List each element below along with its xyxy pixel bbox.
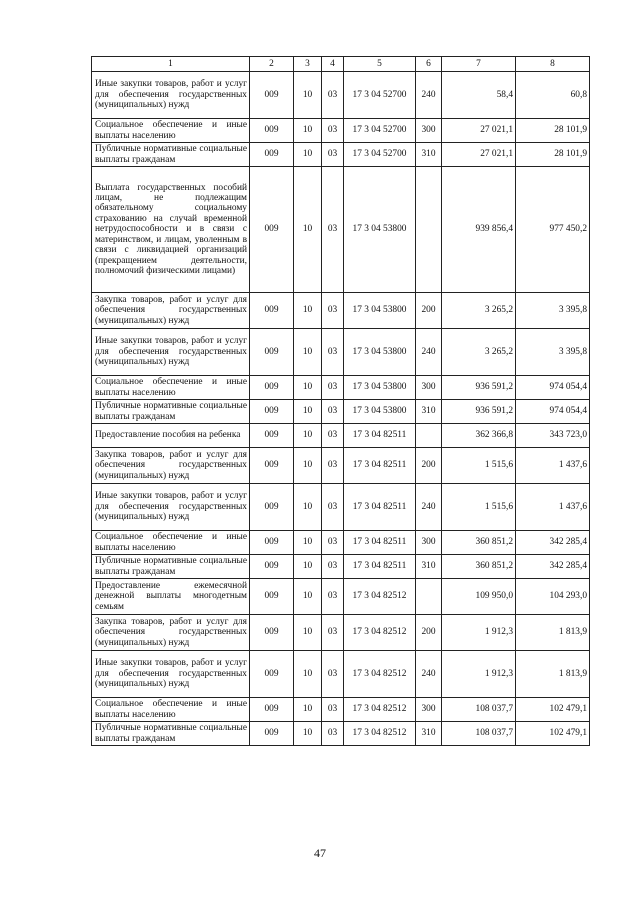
- target-article-cell: 17 3 04 82511: [344, 448, 416, 484]
- admin-code-cell: 009: [250, 424, 294, 448]
- table-row: [92, 424, 590, 448]
- amount-col7-cell: 939 856,4: [442, 167, 516, 293]
- subsection-cell: 03: [322, 555, 344, 579]
- admin-code-cell: 009: [250, 376, 294, 400]
- row-name-cell: Публичные нормативные социальные выплаты гражданам: [92, 143, 250, 167]
- subsection-cell: 03: [322, 376, 344, 400]
- section-cell: 10: [294, 143, 322, 167]
- amount-col8-cell: 3 395,8: [516, 329, 590, 376]
- amount-col8-cell: 1 813,9: [516, 615, 590, 651]
- admin-code-cell: 009: [250, 119, 294, 143]
- admin-code-cell: 009: [250, 72, 294, 119]
- amount-col7-cell: 108 037,7: [442, 698, 516, 722]
- section-cell: 10: [294, 329, 322, 376]
- row-name-cell: Публичные нормативные социальные выплаты гражданам: [92, 400, 250, 424]
- table-row: [92, 555, 590, 579]
- amount-col8-cell: 3 395,8: [516, 293, 590, 329]
- expense-type-cell: [416, 424, 442, 448]
- section-cell: 10: [294, 448, 322, 484]
- row-name-cell: Социальное обеспечение и иные выплаты населению: [92, 119, 250, 143]
- subsection-cell: 03: [322, 615, 344, 651]
- section-cell: 10: [294, 293, 322, 329]
- amount-col7-cell: 1 912,3: [442, 651, 516, 698]
- expense-type-cell: 240: [416, 72, 442, 119]
- subsection-cell: 03: [322, 531, 344, 555]
- row-name-cell: Социальное обеспечение и иные выплаты населению: [92, 531, 250, 555]
- expense-type-cell: 310: [416, 722, 442, 746]
- expense-type-cell: 240: [416, 651, 442, 698]
- amount-col8-cell: 1 437,6: [516, 484, 590, 531]
- table-row: [92, 615, 590, 651]
- amount-col7-cell: 58,4: [442, 72, 516, 119]
- target-article-cell: 17 3 04 82511: [344, 484, 416, 531]
- table-row: [92, 143, 590, 167]
- table-row: [92, 400, 590, 424]
- target-article-cell: 17 3 04 52700: [344, 119, 416, 143]
- table-row: [92, 651, 590, 698]
- amount-col7-cell: 27 021,1: [442, 119, 516, 143]
- table-row: [92, 329, 590, 376]
- amount-col8-cell: 342 285,4: [516, 555, 590, 579]
- target-article-cell: 17 3 04 53800: [344, 329, 416, 376]
- admin-code-cell: 009: [250, 555, 294, 579]
- target-article-cell: 17 3 04 82511: [344, 424, 416, 448]
- section-cell: 10: [294, 615, 322, 651]
- subsection-cell: 03: [322, 424, 344, 448]
- amount-col7-cell: 3 265,2: [442, 293, 516, 329]
- expense-type-cell: 240: [416, 329, 442, 376]
- table-row: [92, 119, 590, 143]
- admin-code-cell: 009: [250, 615, 294, 651]
- target-article-cell: 17 3 04 53800: [344, 293, 416, 329]
- amount-col8-cell: 1 813,9: [516, 651, 590, 698]
- subsection-cell: 03: [322, 484, 344, 531]
- subsection-cell: 03: [322, 293, 344, 329]
- amount-col8-cell: 342 285,4: [516, 531, 590, 555]
- section-cell: 10: [294, 376, 322, 400]
- header-cell: 5: [344, 57, 416, 72]
- expense-type-cell: 310: [416, 143, 442, 167]
- table-body: [92, 72, 590, 746]
- row-name-cell: Иные закупки товаров, работ и услуг для обеспечения государственных (муниципальных) нужд: [92, 72, 250, 119]
- expense-type-cell: 240: [416, 484, 442, 531]
- table-row: [92, 448, 590, 484]
- amount-col8-cell: 102 479,1: [516, 698, 590, 722]
- section-cell: 10: [294, 722, 322, 746]
- section-cell: 10: [294, 651, 322, 698]
- section-cell: 10: [294, 579, 322, 615]
- amount-col8-cell: 104 293,0: [516, 579, 590, 615]
- amount-col7-cell: 360 851,2: [442, 555, 516, 579]
- section-cell: 10: [294, 484, 322, 531]
- budget-table: [91, 56, 590, 746]
- amount-col7-cell: 1 515,6: [442, 484, 516, 531]
- expense-type-cell: [416, 579, 442, 615]
- admin-code-cell: 009: [250, 329, 294, 376]
- subsection-cell: 03: [322, 651, 344, 698]
- amount-col7-cell: 108 037,7: [442, 722, 516, 746]
- subsection-cell: 03: [322, 143, 344, 167]
- target-article-cell: 17 3 04 82511: [344, 555, 416, 579]
- header-cell: 3: [294, 57, 322, 72]
- admin-code-cell: 009: [250, 484, 294, 531]
- amount-col8-cell: 102 479,1: [516, 722, 590, 746]
- table-row: [92, 293, 590, 329]
- subsection-cell: 03: [322, 72, 344, 119]
- subsection-cell: 03: [322, 119, 344, 143]
- amount-col7-cell: 3 265,2: [442, 329, 516, 376]
- amount-col7-cell: 936 591,2: [442, 400, 516, 424]
- amount-col7-cell: 27 021,1: [442, 143, 516, 167]
- subsection-cell: 03: [322, 167, 344, 293]
- subsection-cell: 03: [322, 698, 344, 722]
- target-article-cell: 17 3 04 53800: [344, 167, 416, 293]
- admin-code-cell: 009: [250, 651, 294, 698]
- amount-col8-cell: 60,8: [516, 72, 590, 119]
- row-name-cell: Иные закупки товаров, работ и услуг для обеспечения государственных (муниципальных) нужд: [92, 484, 250, 531]
- expense-type-cell: 300: [416, 531, 442, 555]
- row-name-cell: Публичные нормативные социальные выплаты гражданам: [92, 722, 250, 746]
- page-number: 47: [314, 846, 326, 860]
- target-article-cell: 17 3 04 53800: [344, 376, 416, 400]
- subsection-cell: 03: [322, 579, 344, 615]
- admin-code-cell: 009: [250, 400, 294, 424]
- expense-type-cell: 200: [416, 448, 442, 484]
- admin-code-cell: 009: [250, 448, 294, 484]
- section-cell: 10: [294, 424, 322, 448]
- target-article-cell: 17 3 04 53800: [344, 400, 416, 424]
- amount-col8-cell: 974 054,4: [516, 400, 590, 424]
- subsection-cell: 03: [322, 722, 344, 746]
- expense-type-cell: 200: [416, 293, 442, 329]
- row-name-cell: Иные закупки товаров, работ и услуг для обеспечения государственных (муниципальных) нужд: [92, 651, 250, 698]
- table-row: [92, 579, 590, 615]
- admin-code-cell: 009: [250, 167, 294, 293]
- table-row: [92, 722, 590, 746]
- row-name-cell: Закупка товаров, работ и услуг для обеспечения государственных (муниципальных) нужд: [92, 293, 250, 329]
- row-name-cell: Выплата государственных пособий лицам, не подлежащим обязательному социальному страхованию на случай временной нетрудоспособности и в связи с материнством, и лицам, уволенным в связи с ликвидацией организаций (прекращением деятельности, полномочий физическими лицами): [92, 167, 250, 293]
- expense-type-cell: 310: [416, 555, 442, 579]
- target-article-cell: 17 3 04 52700: [344, 72, 416, 119]
- row-name-cell: Предоставление пособия на ребенка: [92, 424, 250, 448]
- row-name-cell: Предоставление ежемесячной денежной выплаты многодетным семьям: [92, 579, 250, 615]
- amount-col7-cell: 360 851,2: [442, 531, 516, 555]
- row-name-cell: Закупка товаров, работ и услуг для обеспечения государственных (муниципальных) нужд: [92, 448, 250, 484]
- amount-col7-cell: 362 366,8: [442, 424, 516, 448]
- header-cell: 4: [322, 57, 344, 72]
- amount-col8-cell: 1 437,6: [516, 448, 590, 484]
- admin-code-cell: 009: [250, 531, 294, 555]
- table-row: [92, 698, 590, 722]
- section-cell: 10: [294, 72, 322, 119]
- row-name-cell: Публичные нормативные социальные выплаты гражданам: [92, 555, 250, 579]
- section-cell: 10: [294, 698, 322, 722]
- table-row: [92, 484, 590, 531]
- expense-type-cell: 200: [416, 615, 442, 651]
- table-row: [92, 376, 590, 400]
- expense-type-cell: [416, 167, 442, 293]
- expense-type-cell: 310: [416, 400, 442, 424]
- amount-col8-cell: 28 101,9: [516, 119, 590, 143]
- table-row: [92, 167, 590, 293]
- header-cell: 1: [92, 57, 250, 72]
- admin-code-cell: 009: [250, 293, 294, 329]
- header-cell: 8: [516, 57, 590, 72]
- header-row: [92, 57, 590, 72]
- expense-type-cell: 300: [416, 698, 442, 722]
- target-article-cell: 17 3 04 52700: [344, 143, 416, 167]
- target-article-cell: 17 3 04 82512: [344, 651, 416, 698]
- amount-col8-cell: 974 054,4: [516, 376, 590, 400]
- amount-col7-cell: 1 515,6: [442, 448, 516, 484]
- amount-col7-cell: 1 912,3: [442, 615, 516, 651]
- admin-code-cell: 009: [250, 722, 294, 746]
- header-cell: 6: [416, 57, 442, 72]
- subsection-cell: 03: [322, 448, 344, 484]
- section-cell: 10: [294, 400, 322, 424]
- expense-type-cell: 300: [416, 376, 442, 400]
- table-row: [92, 72, 590, 119]
- amount-col7-cell: 109 950,0: [442, 579, 516, 615]
- header-cell: 2: [250, 57, 294, 72]
- target-article-cell: 17 3 04 82512: [344, 615, 416, 651]
- row-name-cell: Иные закупки товаров, работ и услуг для обеспечения государственных (муниципальных) нужд: [92, 329, 250, 376]
- admin-code-cell: 009: [250, 143, 294, 167]
- admin-code-cell: 009: [250, 579, 294, 615]
- target-article-cell: 17 3 04 82512: [344, 698, 416, 722]
- table-row: [92, 531, 590, 555]
- section-cell: 10: [294, 531, 322, 555]
- target-article-cell: 17 3 04 82512: [344, 722, 416, 746]
- subsection-cell: 03: [322, 329, 344, 376]
- section-cell: 10: [294, 555, 322, 579]
- row-name-cell: Социальное обеспечение и иные выплаты населению: [92, 376, 250, 400]
- amount-col8-cell: 28 101,9: [516, 143, 590, 167]
- subsection-cell: 03: [322, 400, 344, 424]
- section-cell: 10: [294, 167, 322, 293]
- amount-col7-cell: 936 591,2: [442, 376, 516, 400]
- amount-col8-cell: 343 723,0: [516, 424, 590, 448]
- target-article-cell: 17 3 04 82512: [344, 579, 416, 615]
- expense-type-cell: 300: [416, 119, 442, 143]
- target-article-cell: 17 3 04 82511: [344, 531, 416, 555]
- row-name-cell: Закупка товаров, работ и услуг для обеспечения государственных (муниципальных) нужд: [92, 615, 250, 651]
- row-name-cell: Социальное обеспечение и иные выплаты населению: [92, 698, 250, 722]
- header-cell: 7: [442, 57, 516, 72]
- admin-code-cell: 009: [250, 698, 294, 722]
- section-cell: 10: [294, 119, 322, 143]
- amount-col8-cell: 977 450,2: [516, 167, 590, 293]
